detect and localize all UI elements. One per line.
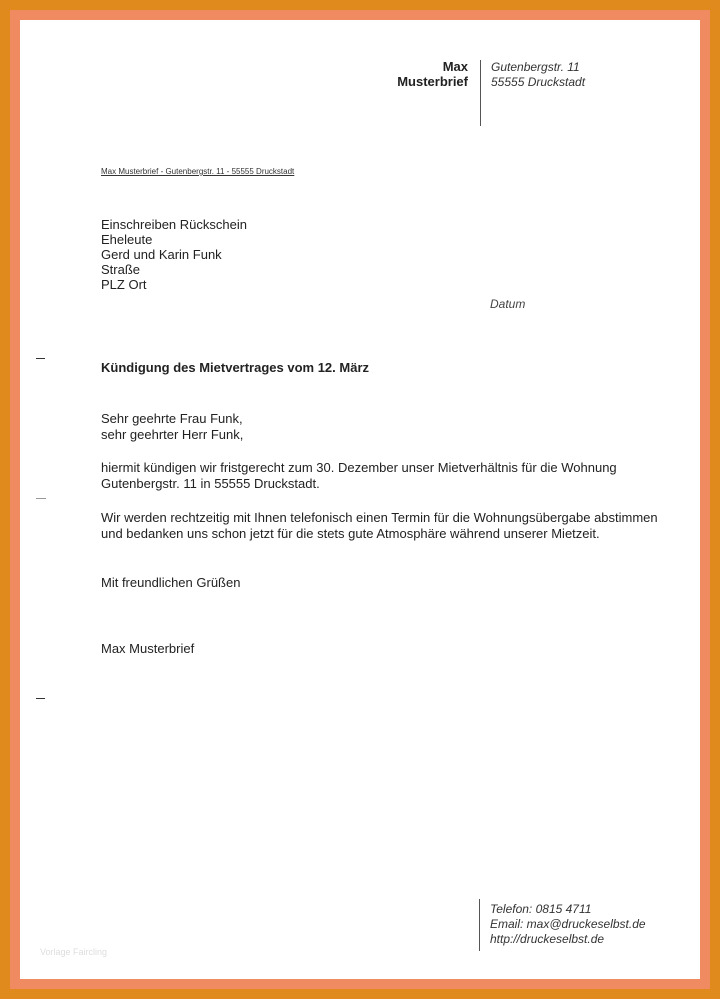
- punch-mark: [36, 498, 46, 499]
- salutation-line: Sehr geehrte Frau Funk,: [101, 411, 243, 426]
- recipient-line: Eheleute: [101, 232, 153, 247]
- watermark: Vorlage Faircling: [40, 947, 108, 957]
- paragraph-1: hiermit kündigen wir fristgerecht zum 30. Dezember unser Mietverhältnis für die Wohnung Gutenbergstr. 11 in 55555 Druckstadt.: [101, 460, 617, 491]
- signature: Max Musterbrief: [101, 641, 195, 656]
- salutation-line: sehr geehrter Herr Funk,: [101, 427, 244, 442]
- salutation: [101, 411, 661, 443]
- footer-web: http://druckeselbst.de: [490, 932, 605, 946]
- recipient-line: Einschreiben Rückschein: [101, 217, 247, 232]
- sender-address: [491, 60, 585, 90]
- date-field: Datum: [490, 297, 526, 311]
- recipient-line: Gerd und Karin Funk: [101, 247, 222, 262]
- footer-email: Email: max@druckeselbst.de: [490, 917, 646, 931]
- footer-contact: [490, 902, 646, 947]
- return-address-line: Max Musterbrief - Gutenbergstr. 11 - 55555 Druckstadt: [101, 167, 295, 176]
- closing: Mit freundlichen Grüßen: [101, 575, 241, 590]
- recipient-line: PLZ Ort: [101, 277, 147, 292]
- sender-divider: [480, 60, 481, 126]
- letter-page: [20, 20, 700, 979]
- sender-first-name: Max: [442, 59, 468, 74]
- paragraph-2: Wir werden rechtzeitig mit Ihnen telefonisch einen Termin für die Wohnungsübergabe abstimmen und bedanken uns schon jetzt für die stets gute Atmosphäre während unserer Mietzeit.: [101, 510, 658, 541]
- recipient-block: [101, 217, 247, 292]
- fold-mark-top: [36, 358, 45, 359]
- footer-divider: [479, 899, 480, 951]
- fold-mark-bottom: [36, 698, 45, 699]
- sender-last-name: Musterbrief: [397, 74, 468, 89]
- sender-street: Gutenbergstr. 11: [491, 60, 580, 74]
- sender-name: [397, 59, 468, 89]
- recipient-line: Straße: [101, 262, 141, 277]
- subject-line: Kündigung des Mietvertrages vom 12. März: [101, 360, 370, 375]
- footer-phone: Telefon: 0815 4711: [490, 902, 592, 916]
- sender-city: 55555 Druckstadt: [491, 75, 586, 89]
